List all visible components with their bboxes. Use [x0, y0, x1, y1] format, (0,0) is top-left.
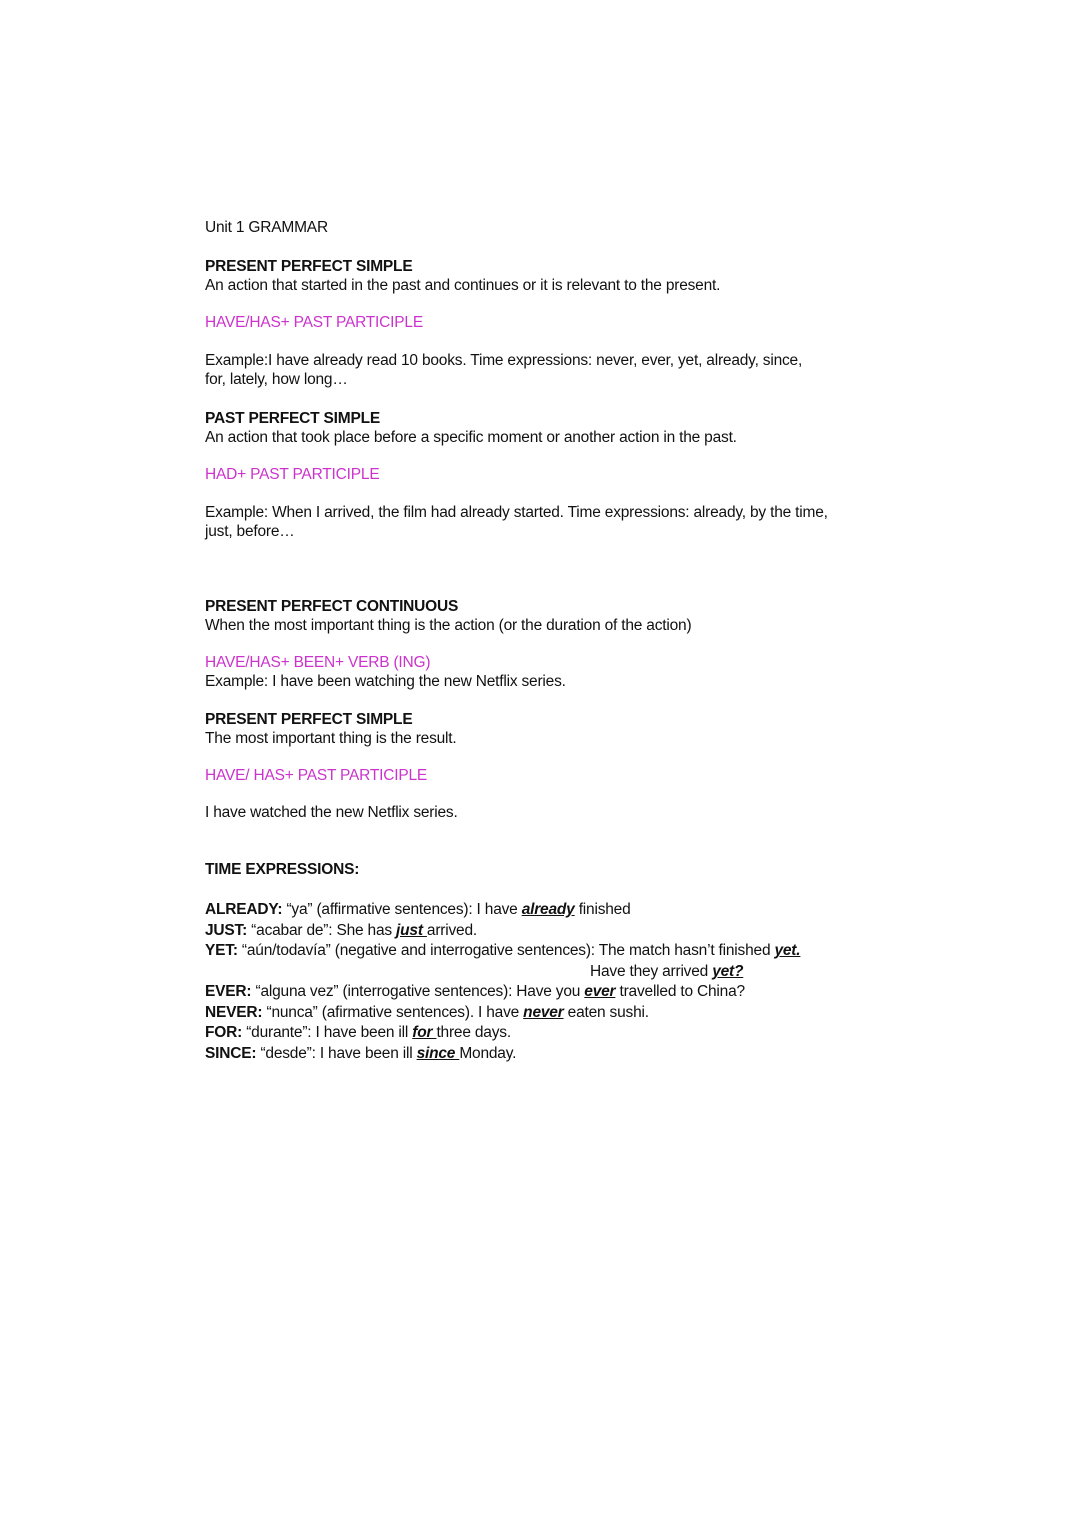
section-heading-present-perfect-simple: PRESENT PERFECT SIMPLE	[205, 258, 413, 275]
time-expression-for	[205, 1023, 865, 1044]
expression-text: travelled to China?	[615, 983, 745, 1000]
expression-text: “acabar de”: She has	[247, 921, 397, 939]
expression-text: “alguna vez” (interrogative sentences): Have you	[251, 983, 585, 1000]
expression-text: finished	[574, 901, 631, 918]
expression-text: arrived.	[426, 921, 478, 939]
expression-text: three days.	[436, 1024, 511, 1041]
expression-text: “nunca” (afirmative sentences). I have	[262, 1003, 524, 1021]
expression-text: Monday.	[459, 1044, 517, 1062]
expression-label: ALREADY:	[205, 901, 283, 918]
time-expression-just	[205, 921, 865, 942]
expression-label: JUST:	[205, 921, 248, 939]
document-body	[205, 218, 865, 1064]
expression-keyword: for	[412, 1024, 437, 1041]
expression-text: “durante”: I have been ill	[242, 1024, 413, 1041]
section-description: An action that took place before a specific moment or another action in the past.	[205, 429, 737, 446]
expression-label: NEVER:	[205, 1003, 263, 1021]
time-expression-since	[205, 1044, 865, 1065]
time-expression-yet-question	[205, 962, 865, 983]
expression-text: “desde”: I have been ill	[256, 1044, 417, 1062]
example-text: I have watched the new Netflix series.	[205, 804, 458, 821]
example-text: Example: I have been watching the new Netflix series.	[205, 673, 566, 690]
expression-label: FOR:	[205, 1024, 243, 1041]
time-expression-never	[205, 1003, 865, 1024]
expression-keyword: just	[396, 921, 427, 939]
expression-keyword: ever	[584, 983, 616, 1000]
formula-text: HAVE/ HAS+ PAST PARTICIPLE	[205, 767, 428, 784]
page-title: Unit 1 GRAMMAR	[205, 219, 328, 236]
time-expression-yet	[205, 941, 865, 962]
expression-keyword: since	[416, 1044, 460, 1062]
expression-label: SINCE:	[205, 1044, 257, 1062]
time-expression-ever	[205, 982, 865, 1003]
example-text: Example: When I arrived, the film had already started. Time expressions: already, by the time, just, before…	[205, 504, 828, 540]
expression-text: Have they arrived	[590, 962, 713, 980]
expression-label: EVER:	[205, 983, 252, 1000]
formula-text: HAVE/HAS+ PAST PARTICIPLE	[205, 314, 423, 331]
section-heading-past-perfect-simple: PAST PERFECT SIMPLE	[205, 410, 381, 427]
section-description: When the most important thing is the action (or the duration of the action)	[205, 617, 692, 634]
time-expressions-heading: TIME EXPRESSIONS:	[205, 861, 360, 878]
expression-keyword: yet?	[712, 962, 744, 980]
section-description: The most important thing is the result.	[205, 730, 457, 747]
expression-text: “ya” (affirmative sentences): I have	[282, 901, 522, 918]
expression-text: eaten sushi.	[563, 1003, 649, 1021]
time-expressions-list	[205, 900, 865, 1064]
formula-text: HAD+ PAST PARTICIPLE	[205, 466, 380, 483]
section-heading-present-perfect-simple-result: PRESENT PERFECT SIMPLE	[205, 711, 413, 728]
expression-keyword: already	[521, 901, 575, 918]
expression-text: “aún/todavía” (negative and interrogative sentences): The match hasn’t finished	[237, 942, 775, 959]
time-expression-already	[205, 900, 865, 921]
example-text: Example:I have already read 10 books. Time expressions: never, ever, yet, already, since, for, lately, how long…	[205, 352, 803, 388]
section-heading-present-perfect-continuous: PRESENT PERFECT CONTINUOUS	[205, 598, 459, 615]
formula-text: HAVE/HAS+ BEEN+ VERB (ING)	[205, 654, 431, 671]
section-description: An action that started in the past and continues or it is relevant to the present.	[205, 277, 721, 294]
expression-keyword: never	[523, 1003, 564, 1021]
expression-label: YET:	[205, 942, 238, 959]
expression-keyword: yet.	[774, 942, 801, 959]
